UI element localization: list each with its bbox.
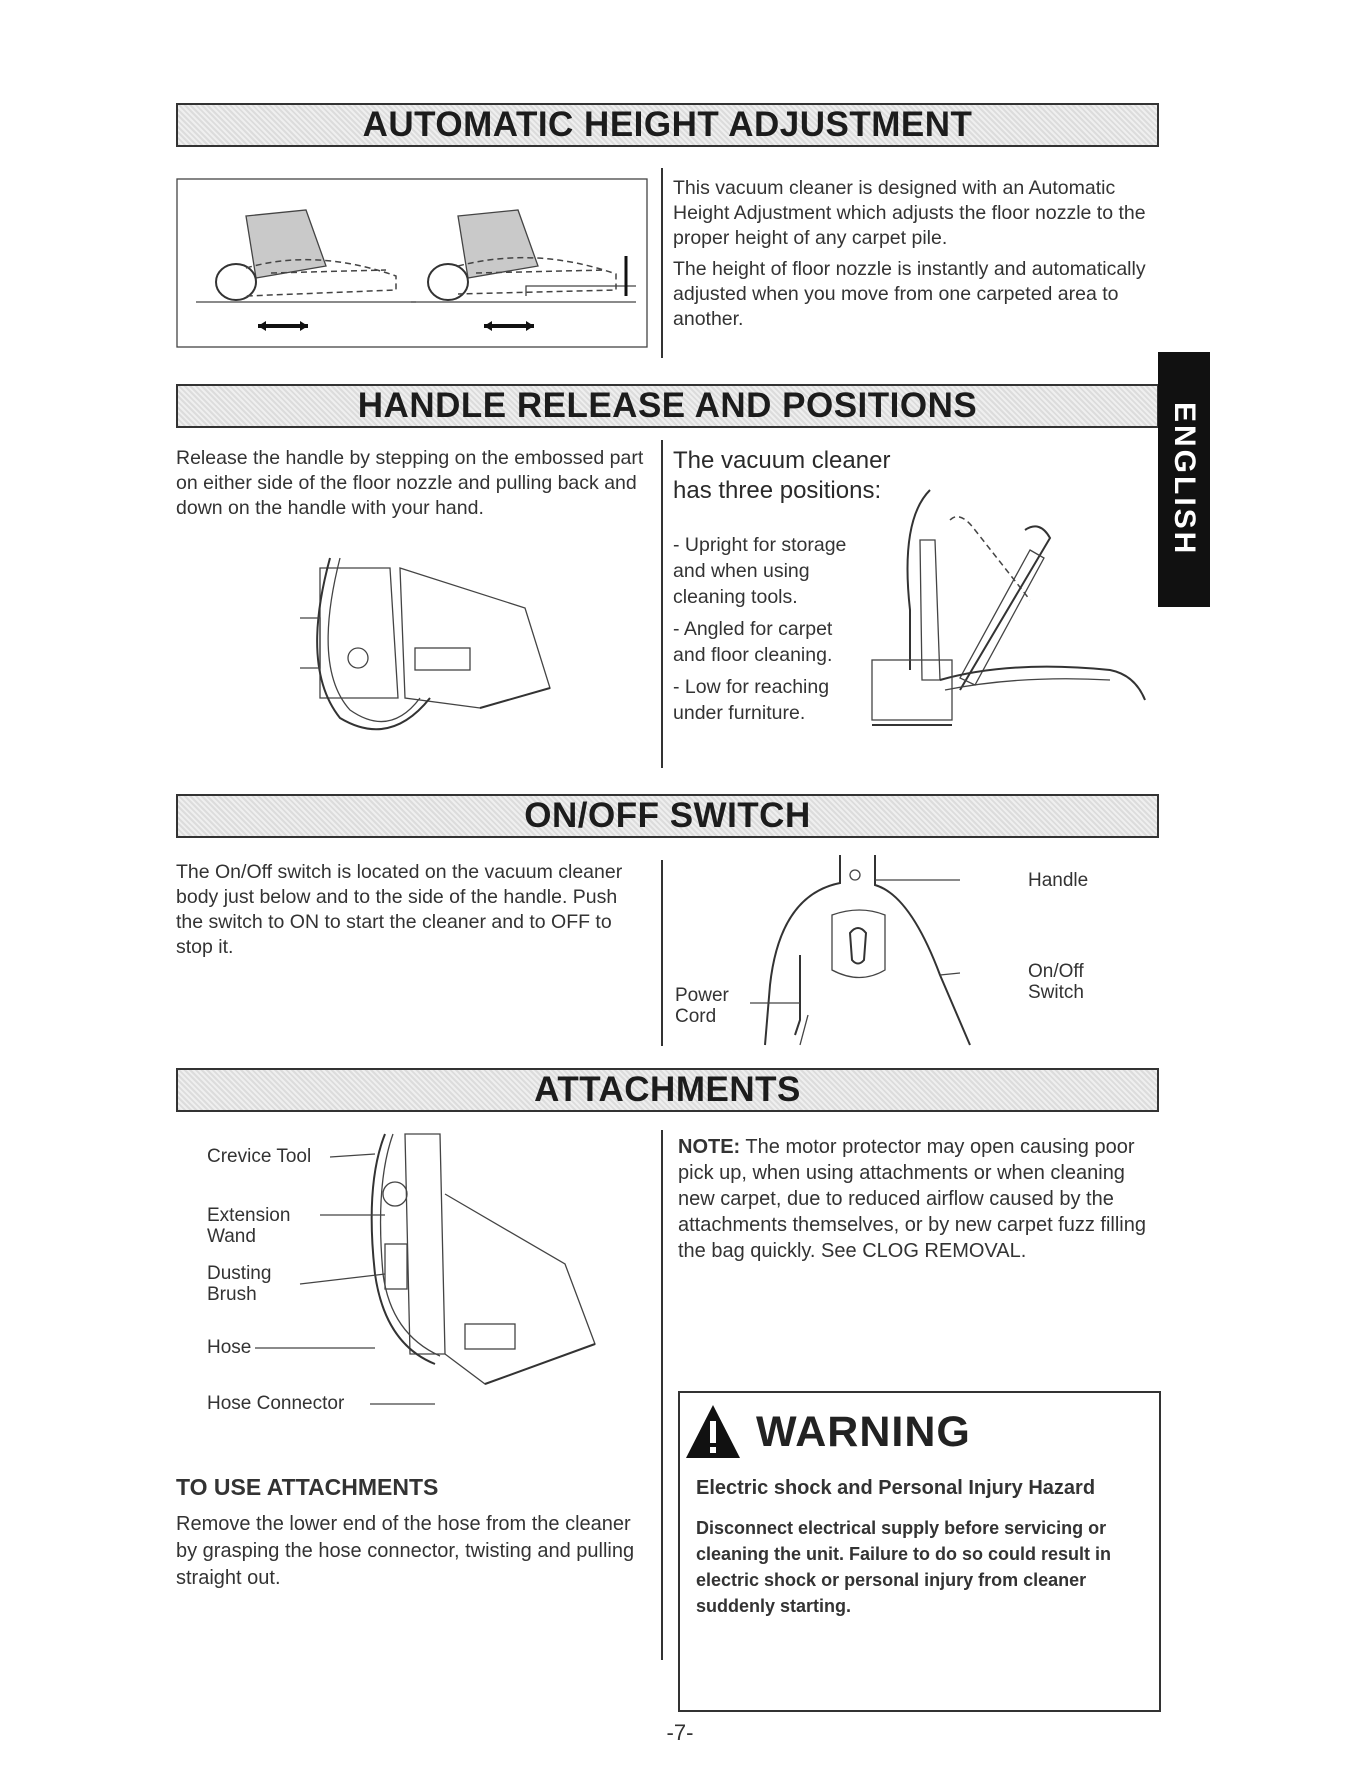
section-title-handle: HANDLE RELEASE AND POSITIONS — [176, 384, 1159, 428]
to-use-attachments-heading: TO USE ATTACHMENTS — [176, 1474, 439, 1500]
height-para-2: The height of floor nozzle is instantly and automatically adjusted when you move from one carpeted area to another. — [673, 258, 1146, 330]
warning-header — [680, 1393, 1159, 1471]
handle-release-illustration — [280, 548, 580, 748]
note-label: NOTE: — [678, 1136, 741, 1158]
warning-hazard: Electric shock and Personal Injury Hazard — [696, 1477, 1096, 1499]
label-switch-1: On/Off — [1028, 961, 1084, 982]
attachments-note — [678, 1134, 1158, 1264]
label-cord-2: Cord — [675, 1006, 717, 1027]
page-number: -7- — [666, 1720, 694, 1745]
height-para-1: This vacuum cleaner is designed with an Automatic Height Adjustment which adjusts the floor nozzle to the proper height of any carpet pile. — [673, 177, 1146, 249]
position-upright: - Upright for storage and when using cleaning tools. — [673, 534, 847, 608]
positions-list — [673, 532, 858, 732]
height-description — [673, 176, 1153, 338]
label-extension-wand-1: Extension — [207, 1205, 291, 1226]
position-angled: - Angled for carpet and floor cleaning. — [673, 618, 833, 666]
label-dusting-brush-2: Brush — [207, 1284, 257, 1305]
attachments-illustration — [345, 1124, 635, 1394]
section-title-onoff: ON/OFF SWITCH — [176, 794, 1159, 838]
label-cord-1: Power — [675, 985, 729, 1006]
handle-release-text: Release the handle by stepping on the embossed part on either side of the floor nozzle and pulling back and down on the handle with your hand. — [176, 447, 644, 519]
section-title-height: AUTOMATIC HEIGHT ADJUSTMENT — [176, 103, 1159, 147]
language-tab-english — [1158, 352, 1210, 607]
position-low: - Low for reaching under furniture. — [673, 676, 830, 724]
warning-text: Disconnect electrical supply before servicing or cleaning the unit. Failure to do so could result in electric shock or personal injury from cleaner suddenly starting. — [696, 1518, 1112, 1616]
section-title-attachments: ATTACHMENTS — [176, 1068, 1159, 1112]
language-tab-label: ENGLISH — [1168, 402, 1201, 557]
onoff-text: The On/Off switch is located on the vacuum cleaner body just below and to the side of the handle. Push the switch to ON to start the cleaner and to OFF to stop it. — [176, 861, 623, 958]
warning-title: WARNING — [756, 1407, 971, 1456]
label-hose-connector: Hose Connector — [207, 1393, 345, 1414]
to-use-attachments-text: Remove the lower end of the hose from the cleaner by grasping the hose connector, twisting and pulling straight out. — [176, 1513, 635, 1589]
height-adjust-illustration — [176, 178, 658, 350]
positions-intro: The vacuum cleaner has three positions: — [673, 447, 891, 504]
handle-positions-illustration — [860, 480, 1150, 750]
label-crevice-tool: Crevice Tool — [207, 1146, 312, 1167]
note-text: The motor protector may open causing poor pick up, when using attachments or when cleaning new carpet, due to reduced airflow caused by the attachments themselves, or by new carpet fuzz filling the bag quickly. See CLOG REMOVAL. — [678, 1136, 1146, 1262]
label-hose: Hose — [207, 1337, 252, 1358]
label-handle: Handle — [1028, 870, 1089, 891]
warning-box — [678, 1391, 1161, 1712]
warning-triangle-icon — [684, 1403, 742, 1461]
label-switch-2: Switch — [1028, 982, 1084, 1003]
onoff-switch-illustration — [760, 855, 1050, 1045]
label-extension-wand-2: Wand — [207, 1226, 256, 1247]
label-dusting-brush-1: Dusting — [207, 1263, 272, 1284]
